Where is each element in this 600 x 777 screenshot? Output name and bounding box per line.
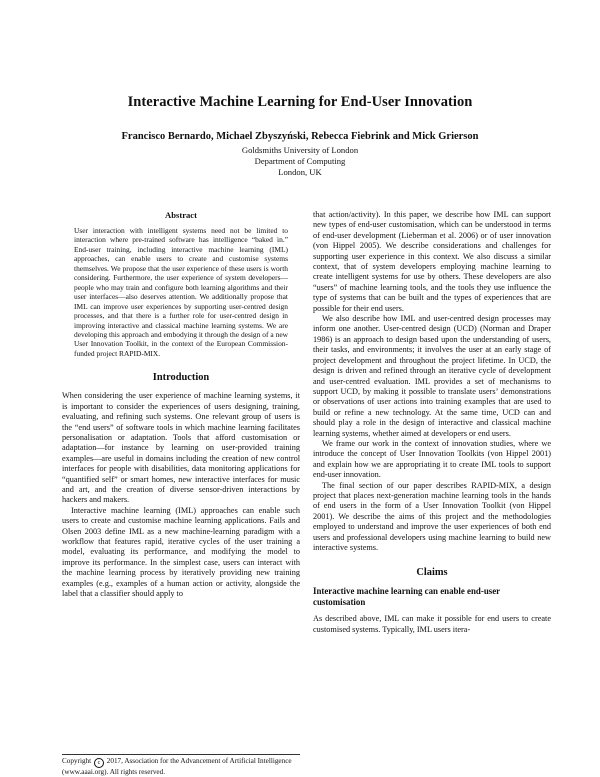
body-paragraph-2: We also describe how IML and user-centred design processes may inform one another. User-centred design (UCD) (Norman and Draper 1986) is an approach to design based upon the understanding of users, their tasks, and environments; it involves the user at an early stage of project development and throughout the project lifetime. In UCD, the design is driven and refined through an iterative cycle of development and user-centred evaluation. IML provides a set of mechanisms to support UCD, by making it possible to translate users’ demonstrations or observations of user actions into training examples that are used to build or refine a new technology. At the same time, UCD can and should play a role in the design of interactive and classical machine learning systems, whether aimed at developers or end users. xyxy=(313,314,551,438)
affiliation-department: Department of Computing xyxy=(254,156,346,166)
introduction-heading: Introduction xyxy=(152,372,210,384)
claims-paragraph-1: As described above, IML can make it possible for end users to create customised systems. Typically, IML users itera- xyxy=(313,614,551,634)
paper-authors: Francisco Bernardo, Michael Zbyszyński, Rebecca Fiebrink and Mick Grierson xyxy=(121,131,479,142)
intro-paragraph-1: When considering the user experience of machine learning systems, it is important to consider the experiences of users designing, training, evaluating, and refining such systems. One relevant group of users is the “end users” of software tools in which machine learning facilitates personalisation or adaptation. Tools that afford customisation or adaptation—for instance by learning on user-provided training examples—are useful in domains including the creation of new control interfaces for people with disabilities, data monitoring applications for “quantified self” or smart homes, new interactive interfaces for music and art, and the creation of diverse sensor-driven interactions by hackers and makers. xyxy=(62,391,300,505)
right-column xyxy=(313,210,551,635)
claims-heading: Claims xyxy=(416,567,448,579)
abstract-heading: Abstract xyxy=(165,210,197,220)
copyright-footnote xyxy=(62,757,300,777)
claims-subheading: Interactive machine learning can enable end-user customisation xyxy=(313,586,500,608)
abstract-text: User interaction with intelligent systems need not be limited to interaction where pre-trained software has intelligence “baked in.” End-user training, including interactive machine learning (IML) approaches, can enable users to create and customise systems themselves. We propose that the user experience of these users is worth considering. Furthermore, the user experience of system developers—people who may train and configure both learning algorithms and their user interfaces—also deserves attention. We additionally propose that IML can improve user experiences by supporting user-centred design processes, and that there is a further role for user-centred design in improving interactive and classical machine learning systems. We are developing this approach and embodying it through the design of a new User Innovation Toolkit, in the context of the European Commission-funded project RAPID-MIX. xyxy=(74,226,288,358)
body-paragraph-4: The final section of our paper describes RAPID-MIX, a design project that places next-generation machine learning tools in the hands of end users in the form of a User Innovation Toolkit (von Hippel 2001). We describe the aims of this project and the methodologies employed to understand and improve the user experiences of both end users and professional developers using machine learning to build new interactive systems. xyxy=(313,480,551,552)
affiliation-university: Goldsmiths University of London xyxy=(241,145,359,155)
copyright-text: 2017, Association for the Advancement of Artificial Intelligence (www.aaai.org). All rights reserved. xyxy=(62,757,292,776)
body-paragraph-3: We frame our work in the context of innovation studies, where we introduce the concept of User Innovation Toolkits (von Hippel 2001) and explain how we are appropriating it to create IML tools to support end-user innovation. xyxy=(313,438,551,480)
copyright-icon: c xyxy=(94,758,104,768)
paper-title: Interactive Machine Learning for End-User Innovation xyxy=(127,94,473,110)
affiliation-location: London, UK xyxy=(278,167,322,177)
intro-paragraph-2: Interactive machine learning (IML) approaches can enable such users to create and customise machine learning applications. Fails and Olsen 2003 define IML as a new machine-learning paradigm with a workflow that features rapid, iterative cycles of the user training a model, evaluating its performance, and modifying the model to improve its performance. In the simplest case, users can interact with the machine learning process by iteratively providing new training examples (e.g., examples of a human action or activity, alongside the label that a classifier should apply to xyxy=(62,505,300,599)
copyright-prefix: Copyright xyxy=(62,757,92,765)
left-column xyxy=(62,210,300,599)
body-paragraph-1: that action/activity). In this paper, we describe how IML can support new types of end-user customisation, which can be understood in terms of end-user development (Lieberman et al. 2006) or of user innovation (von Hippel 2005). We describe considerations and challenges for supporting user experience in this context. We also discuss a similar context, that of system developers employing machine learning to create intelligent systems for use by others. These developers are also “users” of machine learning tools, and the tools they use influence the type of systems that can be built and the types of experiences that are possible for their end users. xyxy=(313,210,551,313)
footnote-rule xyxy=(62,754,300,755)
